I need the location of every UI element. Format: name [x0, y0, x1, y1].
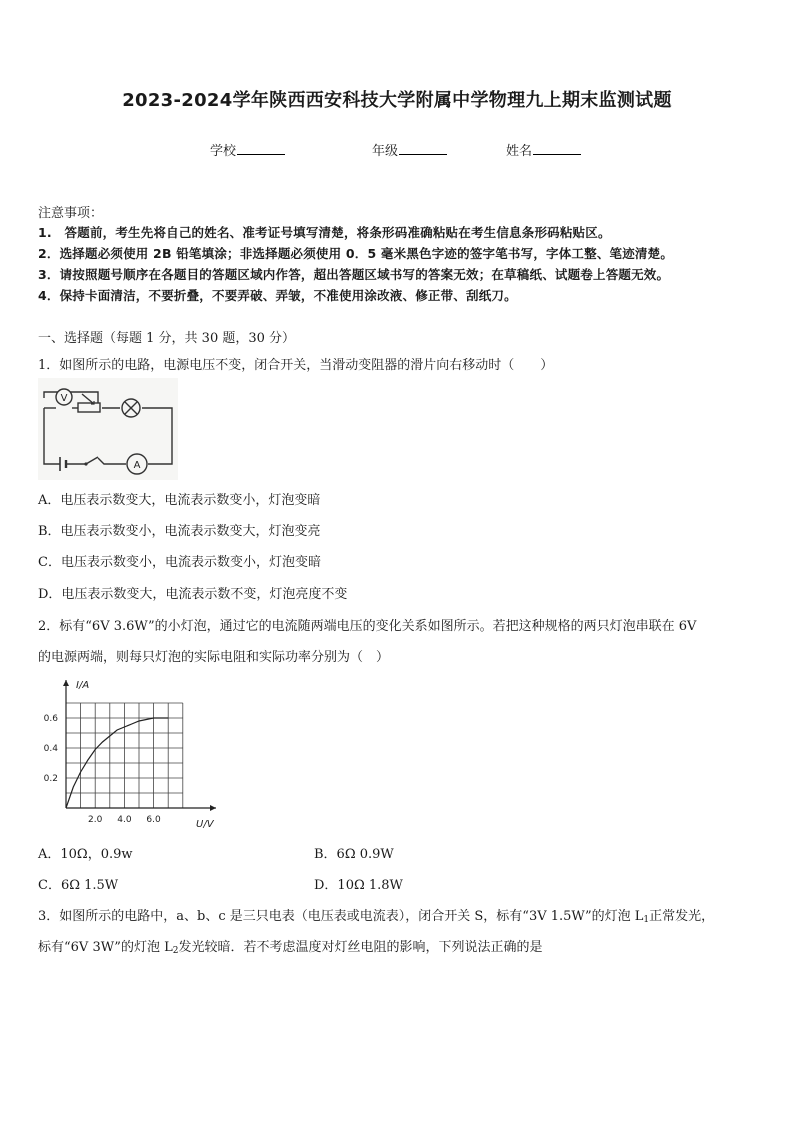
q2-option-b: B．6Ω 0.9W	[314, 847, 394, 862]
q1-option-d: D．电压表示数变大，电流表示数不变，灯泡亮度不变	[38, 587, 348, 602]
q2-option-c: C．6Ω 1.5W	[38, 878, 119, 893]
section-heading: 一、选择题（每题 1 分，共 30 题，30 分）	[38, 331, 296, 346]
note-item: 2．选择题必须使用 2B 铅笔填涂；非选择题必须使用 0．5 毫米黑色字迹的签字笔书写，字体工整、笔迹清楚。	[38, 246, 674, 261]
q2-option-d: D．10Ω 1.8W	[314, 878, 403, 893]
q3-line2-tail: 发光较暗．若不考虑温度对灯丝电阻的影响，下列说法正确的是	[178, 940, 543, 955]
school-label: 学校	[210, 144, 237, 159]
school-blank	[237, 142, 285, 155]
name-blank	[533, 142, 581, 155]
notes-heading: 注意事项：	[38, 206, 104, 221]
circuit-diagram-q1	[38, 378, 178, 480]
x-tick-label: 4.0	[117, 815, 132, 825]
grade-label: 年级	[372, 144, 399, 159]
note-item: 1. 答题前，考生先将自己的姓名、准考证号填写清楚，将条形码准确粘贴在考生信息条形码粘贴区。	[38, 225, 611, 240]
y-tick-label: 0.4	[43, 744, 58, 754]
q3-line2-text: 标有“6V 3W”的灯泡 L	[38, 940, 173, 955]
q3-line1-subscript: 1	[643, 915, 650, 925]
svg-text:A: A	[133, 460, 141, 471]
y-tick-label: 0.2	[43, 774, 58, 784]
q1-option-c: C．电压表示数变小，电流表示数变小，灯泡变暗	[38, 555, 321, 570]
name-label: 姓名	[506, 144, 533, 159]
q3-line1-tail: 正常发光，	[649, 909, 715, 924]
q1-option-b: B．电压表示数变小，电流表示数变大，灯泡变亮	[38, 524, 321, 539]
ammeter-icon	[127, 454, 147, 474]
page-title: 2023-2024学年陕西西安科技大学附属中学物理九上期末监测试题	[122, 90, 672, 111]
x-axis-arrow	[210, 805, 216, 811]
q3-line1-text: 3．如图所示的电路中，a、b、c 是三只电表（电压表或电流表），闭合开关 S，标有“3V 1.5W”的灯泡 L	[38, 909, 644, 924]
grade-field	[372, 140, 447, 159]
x-tick-label: 6.0	[146, 815, 161, 825]
y-tick-label: 0.6	[43, 714, 58, 724]
question-2-stem-line-1: 2．标有“6V 3.6W”的小灯泡，通过它的电流随两端电压的变化关系如图所示。若把这种规格的两只灯泡串联在 6V	[38, 619, 697, 634]
lamp-icon	[122, 399, 140, 417]
question-3-stem-line-1	[38, 905, 714, 924]
chart-grid	[66, 703, 183, 808]
svg-text:V: V	[60, 393, 68, 404]
chart-axes	[63, 680, 216, 811]
name-field	[506, 140, 581, 159]
voltmeter-icon	[56, 389, 72, 405]
q2-option-a: A．10Ω，0.9w	[38, 847, 133, 862]
question-3-stem-line-2	[38, 936, 542, 955]
grade-blank	[399, 142, 447, 155]
x-axis-label: U/V	[196, 819, 214, 830]
q3-line2-subscript: 2	[172, 946, 179, 956]
q1-option-a: A．电压表示数变大，电流表示数变小，灯泡变暗	[38, 493, 321, 508]
school-field	[210, 140, 285, 159]
x-tick-label: 2.0	[88, 815, 103, 825]
note-item: 3．请按照题号顺序在各题目的答题区域内作答，超出答题区域书写的答案无效；在草稿纸、试题卷上答题无效。	[38, 267, 670, 282]
note-item: 4．保持卡面清洁，不要折叠，不要弄破、弄皱，不准使用涂改液、修正带、刮纸刀。	[38, 288, 517, 303]
y-axis-arrow	[63, 680, 69, 686]
question-1-stem: 1．如图所示的电路，电源电压不变，闭合开关，当滑动变阻器的滑片向右移动时（ ）	[38, 358, 554, 373]
question-2-stem-line-2: 的电源两端，则每只灯泡的实际电阻和实际功率分别为（ ）	[38, 650, 390, 665]
y-axis-label: I/A	[76, 680, 90, 691]
iu-chart	[34, 672, 224, 832]
